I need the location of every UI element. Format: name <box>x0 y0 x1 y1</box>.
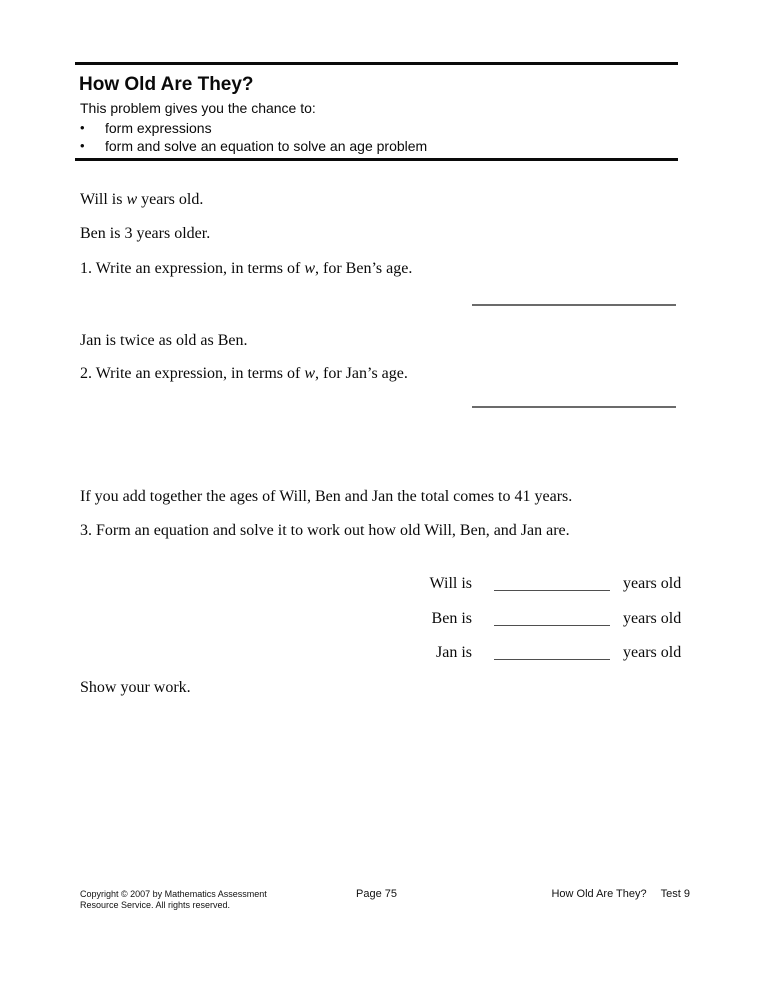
statement-ben: Ben is 3 years older. <box>80 225 211 242</box>
question-text: , for Jan’s age. <box>315 365 408 382</box>
answer-label: Ben is <box>431 610 472 627</box>
statement-jan: Jan is twice as old as Ben. <box>80 332 248 349</box>
bullet-icon: • <box>80 120 85 135</box>
bullet-icon: • <box>80 138 85 153</box>
statement-will <box>80 190 203 210</box>
copyright-line: Copyright © 2007 by Mathematics Assessment <box>80 889 267 899</box>
question-text: 2. Write an expression, in terms of <box>80 365 305 382</box>
bullet-label: form and solve an equation to solve an age problem <box>105 138 428 154</box>
answer-suffix: years old <box>623 575 682 592</box>
variable-w: w <box>304 365 316 382</box>
variable-w: w <box>126 191 138 208</box>
statement-total: If you add together the ages of Will, Ben and Jan the total comes to 41 years. <box>80 488 573 505</box>
header-rule-bottom <box>75 158 678 161</box>
statement-text: Will is <box>80 191 127 208</box>
answer-blank-jan <box>494 659 610 660</box>
page-number: Page 75 <box>356 888 397 900</box>
answer-blank-ben <box>494 625 610 626</box>
footer-test-label: Test 9 <box>660 888 690 900</box>
answer-blank-will <box>494 590 610 591</box>
question-1 <box>80 259 412 279</box>
variable-w: w <box>304 260 316 277</box>
question-text: , for Ben’s age. <box>315 260 413 277</box>
question-2 <box>80 364 408 384</box>
answer-suffix: years old <box>623 644 682 661</box>
copyright-line: Resource Service. All rights reserved. <box>80 900 231 910</box>
answer-suffix: years old <box>623 610 682 627</box>
page-title: How Old Are They? <box>79 74 254 95</box>
answer-label: Jan is <box>436 644 472 661</box>
show-work-label: Show your work. <box>80 679 191 696</box>
list-item <box>80 137 427 155</box>
footer-document-title <box>400 888 690 900</box>
bullet-label: form expressions <box>105 120 212 136</box>
statement-text: years old. <box>137 191 204 208</box>
answer-blank-q2 <box>472 406 676 408</box>
list-item <box>80 119 427 137</box>
footer-title-text: How Old Are They? <box>551 888 647 900</box>
answer-blank-q1 <box>472 304 676 306</box>
header-rule-top <box>75 62 678 65</box>
objective-list <box>80 119 427 155</box>
answer-label: Will is <box>429 575 472 592</box>
question-text: 1. Write an expression, in terms of <box>80 260 305 277</box>
question-3: 3. Form an equation and solve it to work out how old Will, Ben, and Jan are. <box>80 522 570 539</box>
intro-text: This problem gives you the chance to: <box>80 100 316 116</box>
